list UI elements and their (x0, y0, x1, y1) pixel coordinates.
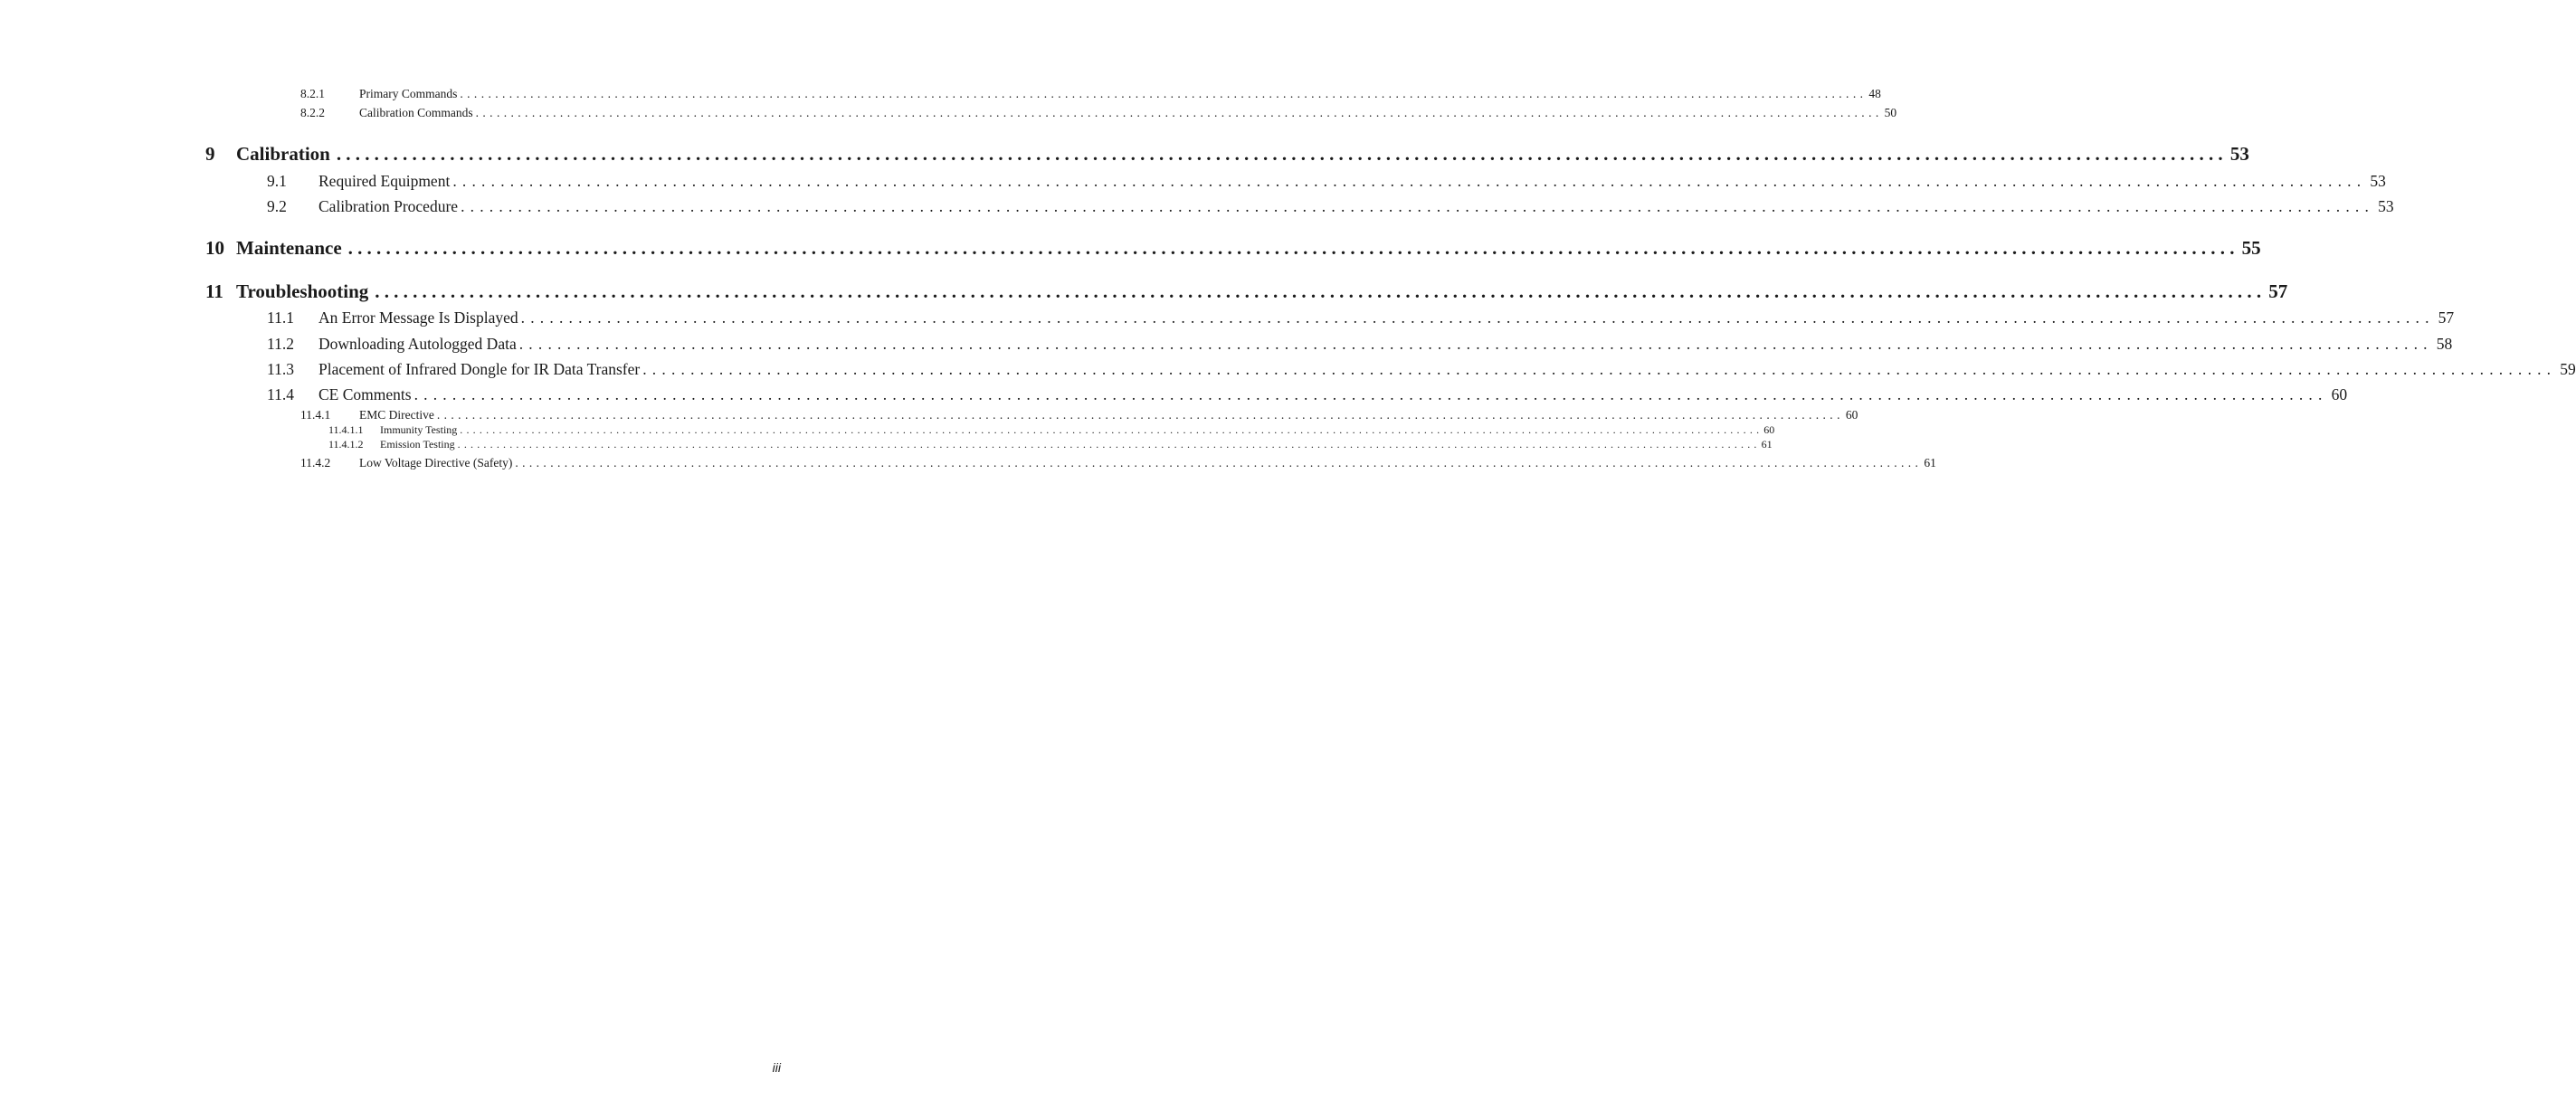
entry-number: 9.2 (267, 197, 287, 215)
entry-title: Downloading Autologged Data (318, 335, 517, 353)
entry-number: 11.4.1 (300, 408, 331, 422)
toc-entry-11-1[interactable] (267, 308, 2455, 327)
entry-page-number: 50 (1884, 106, 1897, 119)
entry-page-number: 58 (2436, 335, 2453, 353)
entry-number: 11.1 (267, 308, 294, 327)
entry-page-number: 48 (1868, 87, 1881, 100)
dot-leader: ........................................................................................................................................................................................................ (413, 385, 2328, 403)
entry-title: An Error Message Is Displayed (318, 308, 518, 327)
entry-title: Calibration (236, 143, 330, 165)
dot-leader: ........................................................................................................................................................................................................ (375, 280, 2267, 302)
toc-entry-9-2[interactable] (267, 197, 2394, 216)
page-folio: iii (772, 1060, 781, 1075)
toc-entry-11-2[interactable] (267, 335, 2453, 354)
dot-leader: ........................................................................................................................................................................................................ (336, 143, 2228, 165)
entry-title: Primary Commands (359, 87, 458, 100)
toc-entry-9-1[interactable] (267, 172, 2386, 191)
entry-number: 10 (205, 237, 224, 259)
toc-entry-11-4-1[interactable] (300, 408, 1858, 422)
entry-number: 11 (205, 280, 223, 302)
toc-entry-chapter-10[interactable] (205, 237, 2261, 260)
entry-page-number: 60 (1845, 408, 1858, 422)
entry-number: 11.2 (267, 335, 294, 353)
dot-leader: ........................................................................................................................................................................................................ (518, 335, 2433, 353)
entry-title: Emission Testing (380, 438, 455, 451)
entry-page-number: 53 (2229, 143, 2249, 165)
entry-title: Maintenance (236, 237, 342, 259)
entry-title: Troubleshooting (236, 280, 369, 302)
toc-entry-8-2-1[interactable] (300, 87, 1881, 101)
dot-leader: ........................................................................................................................................................................................................ (436, 408, 1844, 422)
entry-number: 8.2.2 (300, 106, 325, 119)
entry-page-number: 57 (2438, 308, 2455, 327)
entry-page-number: 60 (2331, 385, 2348, 403)
entry-page-number: 53 (2370, 172, 2386, 190)
entry-page-number: 61 (1924, 456, 1936, 470)
entry-number: 9 (205, 143, 215, 165)
entry-number: 11.4 (267, 385, 294, 403)
dot-leader: ........................................................................................................................................................................................................ (642, 360, 2557, 378)
toc-entry-11-3[interactable] (267, 360, 2576, 379)
entry-page-number: 55 (2241, 237, 2261, 259)
toc-entry-11-4-1-2[interactable] (328, 438, 1773, 451)
entry-number: 8.2.1 (300, 87, 325, 100)
dot-leader: ........................................................................................................................................................................................................ (457, 438, 1761, 451)
entry-page-number: 59 (2560, 360, 2576, 378)
dot-leader: ........................................................................................................................................................................................................ (475, 106, 1883, 119)
entry-title: Immunity Testing (380, 423, 458, 436)
toc-entry-11-4-1-1[interactable] (328, 423, 1775, 437)
dot-leader: ........................................................................................................................................................................................................ (460, 87, 1868, 100)
dot-leader: ........................................................................................................................................................................................................ (520, 308, 2435, 327)
toc-entry-chapter-11[interactable] (205, 280, 2288, 303)
entry-number: 11.4.1.2 (328, 438, 364, 451)
entry-page-number: 57 (2268, 280, 2288, 302)
entry-number: 11.3 (267, 360, 294, 378)
entry-number: 9.1 (267, 172, 287, 190)
entry-title: Required Equipment (318, 172, 451, 190)
entry-title: EMC Directive (359, 408, 434, 422)
entry-page-number: 53 (2378, 197, 2394, 215)
entry-number: 11.4.2 (300, 456, 331, 470)
entry-page-number: 61 (1761, 438, 1773, 451)
dot-leader: ........................................................................................................................................................................................................ (347, 237, 2239, 259)
entry-title: Placement of Infrared Dongle for IR Data Transfer (318, 360, 641, 378)
entry-title: CE Comments (318, 385, 412, 403)
dot-leader: ........................................................................................................................................................................................................ (452, 172, 2367, 190)
dot-leader: ........................................................................................................................................................................................................ (460, 423, 1763, 436)
toc-entry-11-4[interactable] (267, 385, 2348, 404)
entry-title: Calibration Procedure (318, 197, 459, 215)
entry-title: Calibration Commands (359, 106, 473, 119)
toc-entry-11-4-2[interactable] (300, 456, 1936, 470)
toc-entry-8-2-2[interactable] (300, 106, 1897, 120)
entry-number: 11.4.1.1 (328, 423, 364, 436)
entry-title: Low Voltage Directive (Safety) (359, 456, 513, 470)
dot-leader: ........................................................................................................................................................................................................ (515, 456, 1923, 470)
toc-entry-chapter-9[interactable] (205, 143, 2249, 166)
entry-page-number: 60 (1763, 423, 1775, 436)
dot-leader: ........................................................................................................................................................................................................ (461, 197, 2375, 215)
